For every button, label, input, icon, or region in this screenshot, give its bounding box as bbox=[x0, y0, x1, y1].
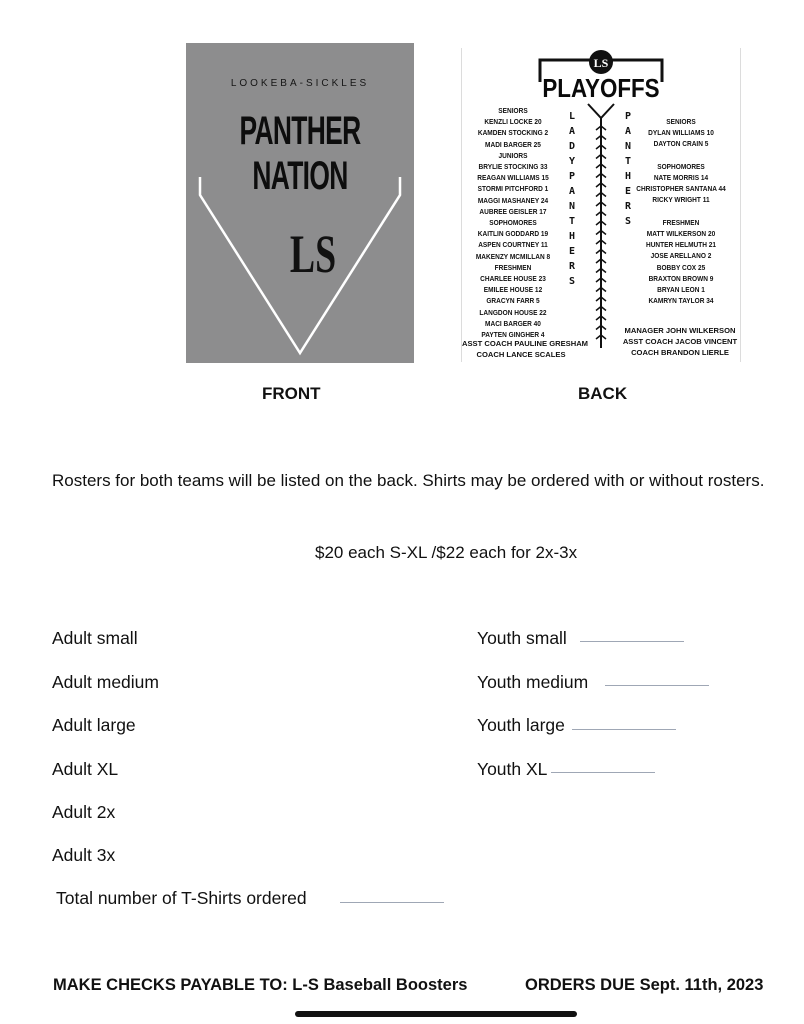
panthers-class-header: SOPHOMORES bbox=[657, 161, 705, 171]
panthers-player: CHRISTOPHER SANTANA 44 bbox=[636, 184, 726, 194]
vertical-letter: R bbox=[568, 261, 576, 272]
adult-large-label: Adult large bbox=[52, 715, 136, 735]
youth-xl-blank[interactable] bbox=[551, 772, 655, 773]
vertical-letter: S bbox=[624, 216, 632, 227]
roster-note: Rosters for both teams will be listed on the back. Shirts may be ordered with or without rosters. bbox=[52, 471, 765, 490]
checks-payable-text: MAKE CHECKS PAYABLE TO: L-S Baseball Boosters bbox=[53, 976, 468, 994]
lady-panthers-player: STORMI PITCHFORD 1 bbox=[477, 184, 549, 194]
vertical-letter: A bbox=[568, 126, 576, 137]
lady-panthers-player: ASPEN COURTNEY 11 bbox=[478, 240, 548, 250]
lady-panthers-player: MAKENZY MCMILLAN 8 bbox=[475, 251, 551, 261]
lady-panthers-player: LANGDON HOUSE 22 bbox=[479, 307, 547, 317]
adult-3x-label: Adult 3x bbox=[52, 845, 116, 865]
staff-line: MANAGER JOHN WILKERSON bbox=[624, 326, 736, 335]
lady-panthers-player: REAGAN WILLIAMS 15 bbox=[477, 173, 549, 183]
panthers-player: BOBBY COX 25 bbox=[656, 262, 706, 272]
staff-line: ASST COACH PAULINE GRESHAM bbox=[462, 339, 589, 348]
panthers-player: DAYTON CRAIN 5 bbox=[653, 139, 709, 149]
lady-panthers-roster bbox=[462, 105, 564, 340]
front-pennant-outline bbox=[186, 43, 414, 363]
adult-small-label: Adult small bbox=[52, 628, 138, 648]
lady-panthers-player: MACI BARGER 40 bbox=[485, 318, 541, 328]
panthers-player: KAMRYN TAYLOR 34 bbox=[648, 296, 714, 306]
vertical-letter: N bbox=[624, 141, 632, 152]
lady-panthers-vertical-label bbox=[565, 110, 579, 290]
panthers-spacer bbox=[630, 150, 731, 161]
lady-panthers-class-header: SENIORS bbox=[498, 106, 528, 115]
lady-panthers-player: EMILEE HOUSE 12 bbox=[483, 285, 543, 295]
lady-panthers-player: BRYLIE STOCKING 33 bbox=[478, 162, 548, 172]
staff-line: ASST COACH JACOB VINCENT bbox=[622, 337, 738, 347]
lady-panthers-staff bbox=[462, 338, 589, 360]
total-shirts-blank[interactable] bbox=[340, 902, 444, 903]
vertical-letter: A bbox=[624, 126, 632, 137]
vertical-letter: P bbox=[624, 111, 632, 122]
vertical-letter: L bbox=[568, 111, 576, 122]
panthers-vertical-label bbox=[621, 110, 635, 230]
vertical-letter: H bbox=[624, 171, 632, 182]
panthers-player: BRYAN LEON 1 bbox=[657, 285, 705, 295]
panthers-roster bbox=[622, 116, 740, 306]
lady-panthers-player: MADI BARGER 25 bbox=[485, 139, 541, 149]
vertical-letter: D bbox=[568, 141, 576, 152]
lady-panthers-class-header: FRESHMEN bbox=[494, 262, 532, 272]
adult-2x-label: Adult 2x bbox=[52, 802, 116, 822]
front-caption: FRONT bbox=[262, 384, 321, 403]
panthers-player: HUNTER HELMUTH 21 bbox=[645, 240, 717, 250]
lady-panthers-player: MAGGI MASHANEY 24 bbox=[477, 195, 549, 205]
panthers-spacer bbox=[630, 206, 731, 217]
total-shirts-label: Total number of T-Shirts ordered bbox=[56, 888, 307, 908]
vertical-letter: R bbox=[624, 201, 632, 212]
back-title: PLAYOFFS bbox=[542, 73, 660, 103]
youth-small-label: Youth small bbox=[477, 628, 567, 648]
panthers-player: MATT WILKERSON 20 bbox=[646, 229, 716, 239]
panthers-class-header: FRESHMEN bbox=[662, 217, 700, 227]
youth-large-label: Youth large bbox=[477, 715, 565, 735]
vertical-letter: E bbox=[624, 186, 632, 197]
vertical-letter: Y bbox=[568, 156, 576, 167]
lady-panthers-player: PAYTEN GINGHER 4 bbox=[481, 330, 545, 340]
orders-due-text: ORDERS DUE Sept. 11th, 2023 bbox=[525, 976, 764, 994]
vertical-letter: N bbox=[568, 201, 576, 212]
panthers-class-header: SENIORS bbox=[666, 117, 696, 126]
adult-xl-label: Adult XL bbox=[52, 759, 119, 779]
vertical-letter: T bbox=[624, 156, 632, 167]
lady-panthers-class-header: JUNIORS bbox=[498, 150, 528, 160]
staff-line: COACH BRANDON LIERLE bbox=[631, 348, 729, 358]
vertical-letter: S bbox=[568, 276, 576, 287]
lady-panthers-player: KAMDEN STOCKING 2 bbox=[477, 128, 549, 138]
youth-medium-blank[interactable] bbox=[605, 685, 709, 686]
lady-panthers-player: CHARLEE HOUSE 23 bbox=[480, 274, 546, 284]
front-ls-logo: LS bbox=[289, 224, 337, 284]
vertical-letter: P bbox=[568, 171, 576, 182]
price-info: $20 each S-XL /$22 each for 2x-3x bbox=[315, 543, 578, 562]
lady-panthers-player: AUBREE GEISLER 17 bbox=[479, 206, 547, 216]
adult-medium-label: Adult medium bbox=[52, 672, 159, 692]
vertical-letter: E bbox=[568, 246, 576, 257]
back-shirt-design bbox=[461, 48, 741, 362]
vertical-letter: A bbox=[568, 186, 576, 197]
front-shirt-design bbox=[186, 43, 414, 363]
svg-text:LS: LS bbox=[593, 56, 609, 70]
panthers-player: JOSE ARELLANO 2 bbox=[650, 251, 712, 261]
front-title: PANTHER NATION bbox=[239, 109, 361, 198]
staff-line: COACH LANCE SCALES bbox=[476, 350, 566, 360]
vertical-letter: T bbox=[568, 216, 576, 227]
panthers-player: DYLAN WILLIAMS 10 bbox=[648, 128, 714, 138]
back-caption: BACK bbox=[578, 384, 628, 403]
lady-panthers-player: KENZLI LOCKE 20 bbox=[484, 117, 542, 127]
lady-panthers-class-header: SOPHOMORES bbox=[489, 218, 537, 228]
lady-panthers-player: GRACYN FARR 5 bbox=[486, 296, 540, 306]
youth-small-blank[interactable] bbox=[580, 641, 684, 642]
panthers-player: NATE MORRIS 14 bbox=[653, 173, 709, 183]
youth-xl-label: Youth XL bbox=[477, 759, 548, 779]
panthers-player: BRAXTON BROWN 9 bbox=[648, 273, 714, 283]
front-brand-text: LOOKEBA-SICKLES bbox=[230, 78, 370, 89]
youth-large-blank[interactable] bbox=[572, 729, 676, 730]
home-indicator-bar bbox=[295, 1011, 577, 1017]
vertical-letter: H bbox=[568, 231, 576, 242]
youth-medium-label: Youth medium bbox=[477, 672, 589, 692]
lady-panthers-player: KAITLIN GODDARD 19 bbox=[477, 229, 549, 239]
panthers-player: RICKY WRIGHT 11 bbox=[652, 195, 710, 205]
panthers-staff bbox=[618, 325, 742, 359]
